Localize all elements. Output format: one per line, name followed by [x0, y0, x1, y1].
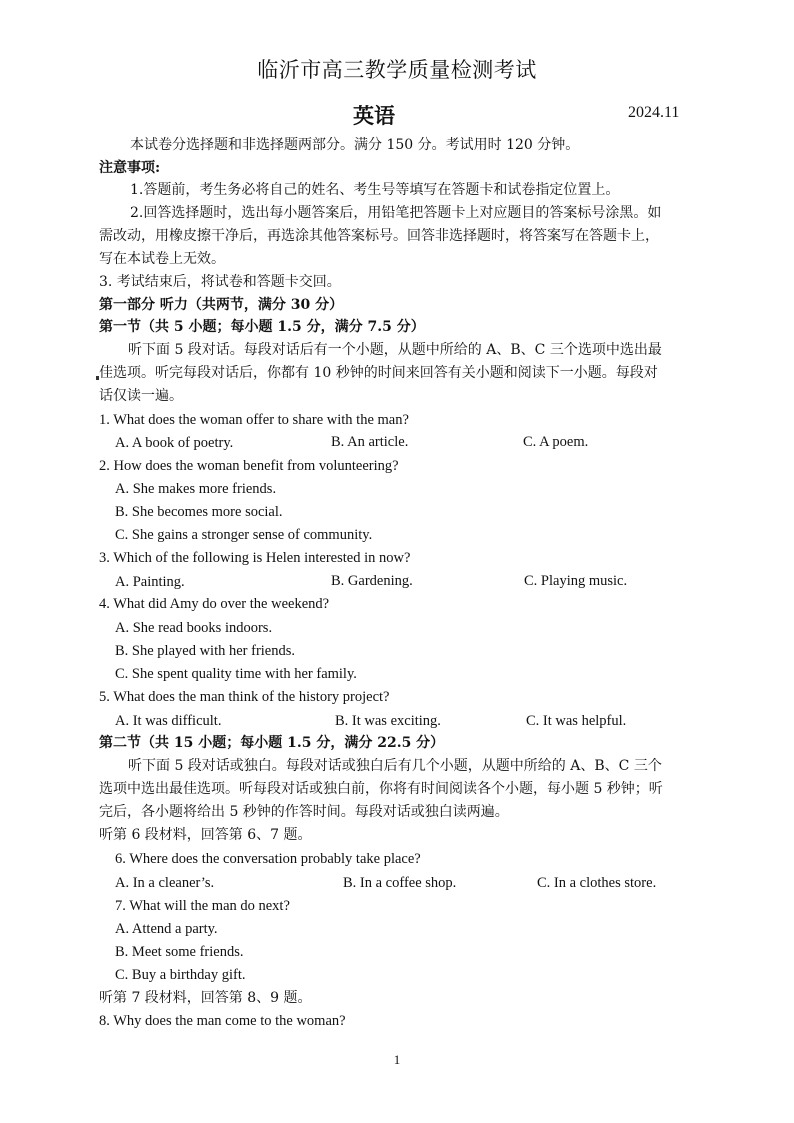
- scan-mark: [96, 376, 99, 380]
- material-7-instruction: 听第 7 段材料，回答第 8、9 题。: [99, 990, 312, 1006]
- question-2-stem: 2. How does the woman benefit from volunteering?: [99, 458, 399, 474]
- question-4-option-b: B. She played with her friends.: [115, 643, 296, 659]
- exam-date: 2024.11: [628, 104, 680, 121]
- question-4-option-c: C. She spent quality time with her family.: [115, 666, 357, 682]
- section2-instructions-line-2: 选项中选出最佳选项。听每段对话或独白前，你将有时间阅读各个小题，每小题 5 秒钟；听: [99, 781, 663, 797]
- question-5-stem: 5. What does the man think of the history project?: [99, 689, 390, 705]
- question-7-stem: 7. What will the man do next?: [115, 898, 290, 914]
- question-6-option-b: B. In a coffee shop.: [343, 875, 457, 891]
- question-7-option-b: B. Meet some friends.: [115, 944, 244, 960]
- exam-title: 临沂市高三教学质量检测考试: [257, 58, 537, 82]
- material-6-instruction: 听第 6 段材料，回答第 6、7 题。: [99, 827, 312, 843]
- section2-heading: 第二节（共 15 小题；每小题 1.5 分，满分 22.5 分）: [99, 735, 445, 751]
- section1-heading: 第一节（共 5 小题；每小题 1.5 分，满分 7.5 分）: [99, 319, 425, 335]
- note-item-2-line-1: 2.回答选择题时，选出每小题答案后，用铅笔把答题卡上对应题目的答案标号涂黑。如: [130, 205, 662, 221]
- question-6-option-a: A. In a cleaner’s.: [115, 875, 215, 891]
- question-4-stem: 4. What did Amy do over the weekend?: [99, 596, 330, 612]
- question-1-option-a: A. A book of poetry.: [115, 435, 234, 451]
- part1-heading: 第一部分 听力（共两节，满分 30 分）: [99, 297, 344, 313]
- question-8-stem: 8. Why does the man come to the woman?: [99, 1013, 346, 1029]
- question-2-option-b: B. She becomes more social.: [115, 504, 283, 520]
- note-item-2-line-3: 写在本试卷上无效。: [99, 251, 225, 267]
- question-1-option-c: C. A poem.: [523, 434, 589, 450]
- question-7-option-a: A. Attend a party.: [115, 921, 218, 937]
- section2-instructions-line-3: 完后，各小题将给出 5 秒钟的作答时间。每段对话或独白读两遍。: [99, 804, 509, 820]
- question-3-option-a: A. Painting.: [115, 574, 185, 590]
- question-3-stem: 3. Which of the following is Helen interested in now?: [99, 550, 411, 566]
- note-item-1: 1.答题前，考生务必将自己的姓名、考生号等填写在答题卡和试卷指定位置上。: [130, 182, 620, 198]
- question-4-option-a: A. She read books indoors.: [115, 620, 273, 636]
- question-2-option-a: A. She makes more friends.: [115, 481, 277, 497]
- question-5-option-a: A. It was difficult.: [115, 713, 222, 729]
- question-3-option-c: C. Playing music.: [524, 573, 628, 589]
- section1-instructions-line-3: 话仅读一遍。: [99, 388, 183, 404]
- page-number: 1: [393, 1052, 401, 1067]
- question-1-option-b: B. An article.: [331, 434, 409, 450]
- question-6-stem: 6. Where does the conversation probably take place?: [115, 851, 421, 867]
- section1-instructions-line-1: 听下面 5 段对话。每段对话后有一个小题，从题中所给的 A、B、C 三个选项中选出最: [128, 342, 662, 358]
- note-item-3: 3. 考试结束后，将试卷和答题卡交回。: [99, 274, 341, 290]
- question-7-option-c: C. Buy a birthday gift.: [115, 967, 246, 983]
- question-5-option-c: C. It was helpful.: [526, 713, 627, 729]
- notes-heading: 注意事项:: [99, 160, 161, 176]
- subject-title: 英语: [353, 103, 395, 128]
- question-3-option-b: B. Gardening.: [331, 573, 413, 589]
- intro-text: 本试卷分选择题和非选择题两部分。满分 150 分。考试用时 120 分钟。: [130, 137, 580, 153]
- question-1-stem: 1. What does the woman offer to share with the man?: [99, 412, 409, 428]
- question-5-option-b: B. It was exciting.: [335, 713, 441, 729]
- question-6-option-c: C. In a clothes store.: [537, 875, 657, 891]
- note-item-2-line-2: 需改动，用橡皮擦干净后，再选涂其他答案标号。回答非选择题时，将答案写在答题卡上，: [99, 228, 659, 244]
- question-2-option-c: C. She gains a stronger sense of community.: [115, 527, 373, 543]
- section1-instructions-line-2: 佳选项。听完每段对话后，你都有 10 秒钟的时间来回答有关小题和阅读下一小题。每段对: [99, 365, 658, 381]
- section2-instructions-line-1: 听下面 5 段对话或独白。每段对话或独白后有几个小题，从题中所给的 A、B、C 三个: [128, 758, 662, 774]
